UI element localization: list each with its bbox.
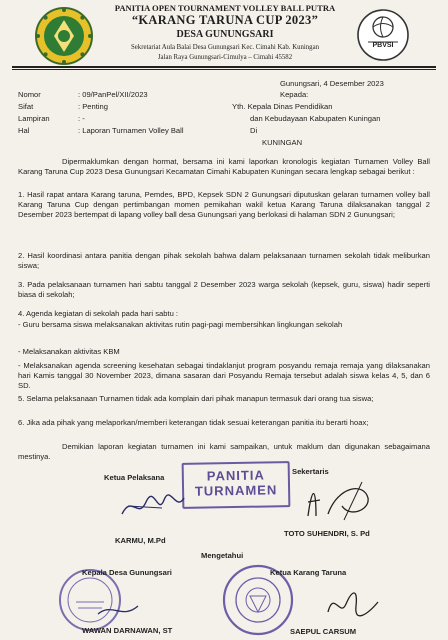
sekretaris-name: TOTO SUHENDRI, S. Pd bbox=[284, 529, 370, 538]
karang-taruna-logo bbox=[34, 6, 94, 66]
stamp-line-2: TURNAMEN bbox=[194, 482, 278, 499]
sekretaris-title: Sekertaris bbox=[292, 467, 329, 476]
recipient-di: Di bbox=[250, 126, 258, 135]
pbvsi-logo-text: PBVSI bbox=[372, 42, 394, 49]
list-item-1: 1. Hasil rapat antara Karang taruna, Pemdes, BPD, Kepsek SDN 2 Gunungsari diputuskan gelaran turnamen volley ball Karang Taruna Cup dengan pertimbangan momen pemikahan wakil ketua Karang Taruna dilaksanakan tanggal 2 Desember 2023 bertempat di lapang volley ball desa Gunungsari yang berlokasi di halaman SDN 2 Gunungsari; bbox=[18, 190, 430, 220]
letterhead-rule bbox=[12, 66, 436, 68]
meta-label-nomor: Nomor bbox=[18, 90, 41, 99]
recipient-city: KUNINGAN bbox=[262, 138, 303, 147]
kades-title: Kepala Desa Gunungsari bbox=[82, 568, 172, 577]
list-item-4: 4. Agenda kegiatan di sekolah pada hari sabtu : bbox=[18, 309, 179, 318]
closing-paragraph: Demikian laporan kegiatan turnamen ini kami sampaikan, untuk maklum dan digunakan sebagaimana mestinya. bbox=[18, 442, 430, 462]
list-item-4a: - Guru bersama siswa melaksanakan aktivitas rutin pagi-pagi membersihkan lingkungan sekolah bbox=[18, 320, 343, 329]
karang-taruna-title: Ketua Karang Taruna bbox=[270, 568, 347, 577]
letterhead-desa: DESA GUNUNGSARI bbox=[176, 29, 274, 40]
letterhead-event: “KARANG TARUNA CUP 2023” bbox=[131, 13, 319, 27]
pbvsi-logo bbox=[356, 8, 410, 62]
kepada-label: Kepada: bbox=[280, 90, 309, 99]
letterhead-org: PANITIA OPEN TOURNAMENT VOLLEY BALL PUTRA bbox=[114, 3, 336, 13]
kades-name: WAWAN DARNAWAN, ST bbox=[82, 626, 173, 635]
ketua-name: KARMU, M.Pd bbox=[115, 536, 166, 545]
letterhead-rule-thin bbox=[12, 69, 436, 70]
meta-label-lampiran: Lampiran bbox=[18, 114, 50, 123]
panitia-stamp bbox=[182, 461, 291, 509]
recipient-line-2: dan Kebudayaan Kabupaten Kuningan bbox=[250, 114, 381, 123]
recipient-line-1: Yth. Kepala Dinas Pendidikan bbox=[232, 102, 333, 111]
meta-value-lampiran: : - bbox=[78, 114, 85, 123]
intro-paragraph: Dipermaklumkan dengan hormat, bersama ini kami laporkan kronologis kegiatan Turnamen Volley Ball Karang Taruna Cup 2023 Desa Gunungsari Kecamatan Cimahi Kabupaten Kuningan secara lengkap sebagai berikut : bbox=[18, 157, 430, 177]
meta-label-sifat: Sifat bbox=[18, 102, 34, 111]
list-item-6: 6. Jika ada pihak yang melaporkan/memberi keterangan tidak sesuai keterangan panitia itu berarti hoax; bbox=[18, 418, 369, 427]
karang-taruna-name: SAEPUL CARSUM bbox=[290, 627, 357, 636]
ketua-title: Ketua Pelaksana bbox=[104, 473, 165, 482]
stamp-line-1: PANITIA bbox=[206, 467, 265, 484]
karang-taruna-signature bbox=[322, 584, 382, 624]
list-item-4c: - Melaksanakan agenda screening kesehatan sebagai tindaklanjut program posyandu remaja remaja yang dilaksanakan hari Kamis tanggal 30 November 2023, dimana sasaran dari Posyandu Remaja tersebut adalah siswa kelas 4, 5, dan 6 SD. bbox=[18, 361, 430, 391]
letter-date: Gunungsari, 4 Desember 2023 bbox=[280, 79, 384, 88]
list-item-3: 3. Pada pelaksanaan turnamen hari sabtu tanggal 2 Desember 2023 warga sekolah (kepsek, guru, siswa) hadir seperti biasa di sekolah; bbox=[18, 280, 430, 300]
mengetahui-label: Mengetahui bbox=[201, 551, 244, 560]
letterhead-address-2: Jalan Raya Gunungsari-Cimulya – Cimahi 45582 bbox=[157, 54, 293, 61]
letterhead-address-1: Sekretariat Aula Balai Desa Gunungsari Kec. Cimahi Kab. Kuningan bbox=[131, 44, 319, 51]
meta-label-hal: Hal bbox=[18, 126, 30, 135]
list-item-5: 5. Selama pelaksanaan Turnamen tidak ada komplain dari pihak manapun termasuk dari orang tua siswa; bbox=[18, 394, 374, 403]
meta-value-hal: : Laporan Turnamen Volley Ball bbox=[78, 126, 184, 135]
list-item-2: 2. Hasil koordinasi antara panitia dengan pihak sekolah bahwa dalam pelaksanaan turnamen sekolah tidak meliburkan siswa; bbox=[18, 251, 430, 271]
sekretaris-signature bbox=[298, 476, 378, 524]
ketua-signature bbox=[118, 486, 188, 522]
meta-value-nomor: : 09/PanPel/XII/2023 bbox=[78, 90, 148, 99]
meta-value-sifat: : Penting bbox=[78, 102, 108, 111]
list-item-4b: - Melaksanakan aktivitas KBM bbox=[18, 347, 120, 356]
